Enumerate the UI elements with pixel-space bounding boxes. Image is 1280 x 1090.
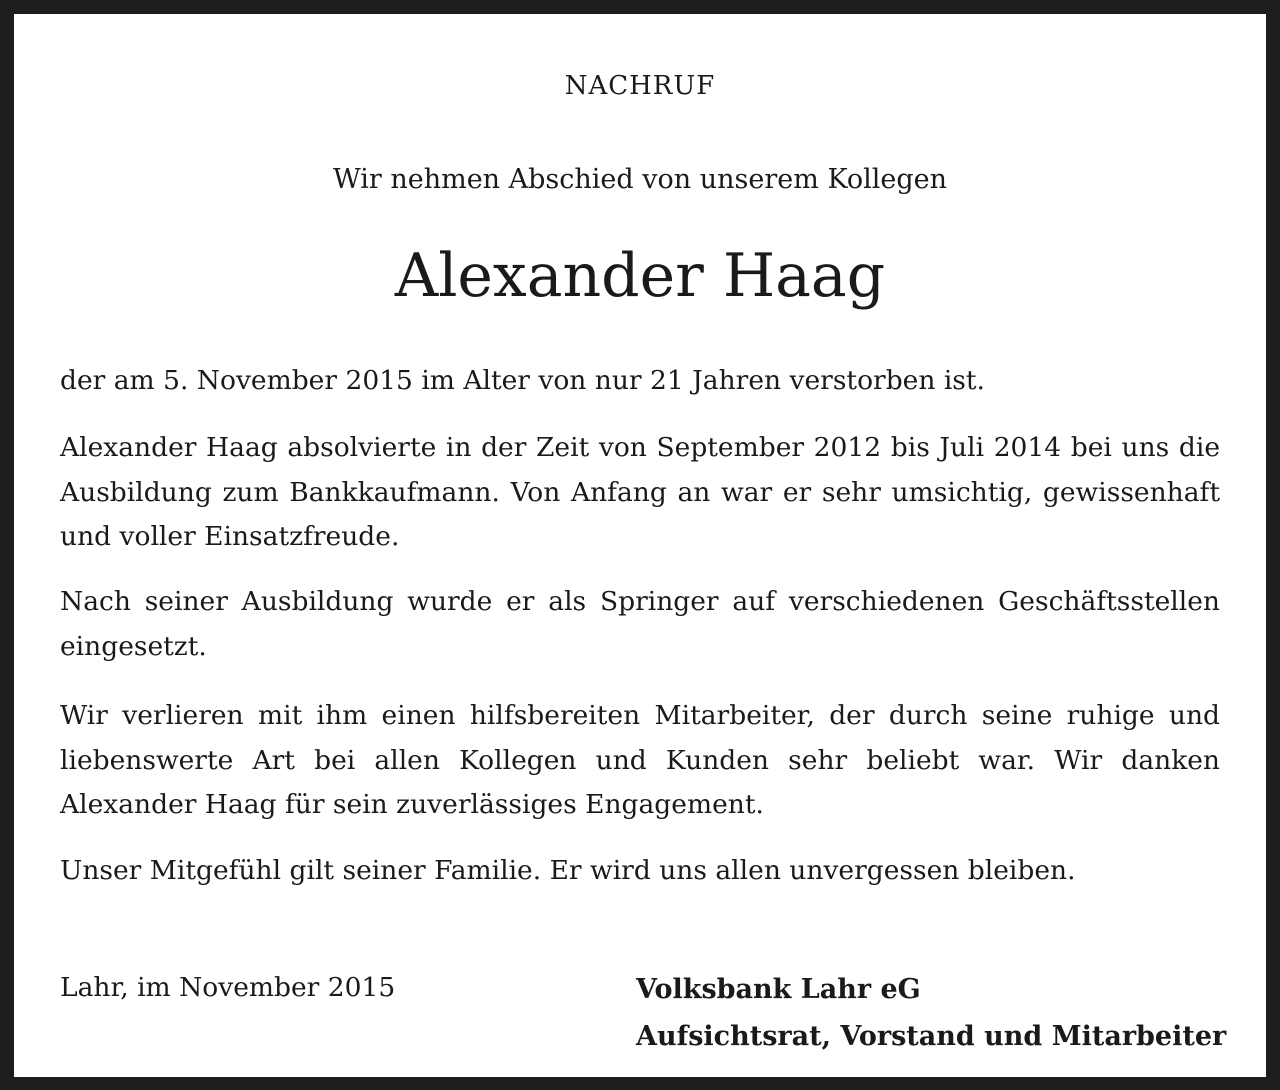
notice-heading: NACHRUF [564, 71, 716, 101]
paragraph-condolence: Unser Mitgefühl gilt seiner Familie. Er wird uns allen unvergessen bleiben. [60, 855, 1076, 886]
paragraph-after-training: Nach seiner Ausbildung wurde er als Springer auf verschiedenen Geschäftsstellen eingesetzt. [60, 586, 1220, 662]
sender-group: Aufsichtsrat, Vorstand und Mitarbeiter [636, 1021, 1227, 1052]
intro-line: Wir nehmen Abschied von unserem Kollegen [332, 164, 948, 195]
paragraph-death-date: der am 5. November 2015 im Alter von nur 21 Jahren verstorben ist. [60, 365, 985, 396]
paragraph-tribute: Wir verlieren mit ihm einen hilfsbereiten Mitarbeiter, der durch seine ruhige und liebenswerte Art bei allen Kollegen und Kunden sehr beliebt war. Wir danken Alexander Haag für sein zuverlässiges Engagement. [60, 700, 1220, 820]
sender-organization: Volksbank Lahr eG [636, 974, 921, 1005]
place-and-date: Lahr, im November 2015 [60, 972, 396, 1003]
deceased-name: Alexander Haag [394, 241, 886, 311]
paragraph-training: Alexander Haag absolvierte in der Zeit von September 2012 bis Juli 2014 bei uns die Ausbildung zum Bankkaufmann. Von Anfang an war er sehr umsichtig, gewissenhaft und voller Einsatzfreude. [60, 432, 1220, 552]
sender-block [636, 966, 1226, 1060]
